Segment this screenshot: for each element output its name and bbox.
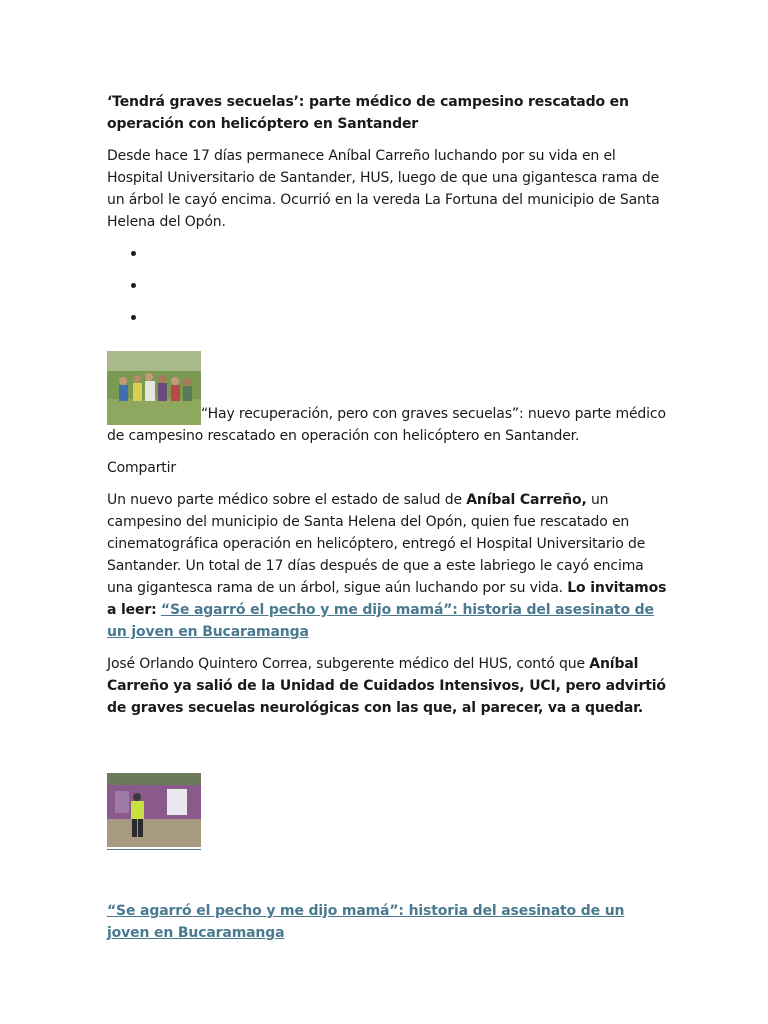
share-button[interactable]: Compartir (107, 460, 176, 476)
spacer (107, 850, 667, 900)
police-officer-photo (107, 773, 201, 847)
bullet-item (107, 275, 667, 307)
rescue-group-photo[interactable] (107, 351, 201, 425)
spacer (107, 729, 667, 773)
photo-with-caption (107, 351, 667, 447)
article-lead: Desde hace 17 días permanece Aníbal Carreño luchando por su vida en el Hospital Universitario de Santander, HUS, luego de que una gigantesca rama de un árbol le cayó encima. Ocurrió en la vereda La Fortuna del municipio de Santa Helena del Opón. (107, 148, 660, 230)
bullet-item (107, 243, 667, 275)
para3-bold: Aníbal Carreño ya salió de la Unidad de Cuidados Intensivos, UCI, pero advirtió de graves secuelas neurológicas con las que, al parecer, va a quedar. (107, 656, 666, 716)
bullet-item (107, 307, 667, 339)
read-also-label: Lo invitamos a leer: (107, 580, 667, 618)
related-article-link-inline[interactable]: “Se agarró el pecho y me dijo mamá”: historia del asesinato de un joven en Bucaramanga (107, 602, 654, 640)
para3-text-1: José Orlando Quintero Correa, subgerente médico del HUS, contó que (107, 656, 590, 672)
para2-text-2: un campesino del municipio de Santa Helena del Opón, quien fue rescatado en cinematográfica operación en helicóptero, entregó el Hospital Universitario de Santander. Un total de 17 días después de que a este labriego le cayó encima una gigantesca rama de un árbol, sigue aún luchando por su vida. (107, 492, 646, 596)
article-paragraph-2 (107, 489, 667, 643)
rescue-group-photo-image (107, 351, 201, 425)
empty-bullet-list (107, 243, 667, 341)
related-article-link[interactable]: “Se agarró el pecho y me dijo mamá”: historia del asesinato de un joven en Bucaramanga (107, 903, 625, 941)
para2-text-1: Un nuevo parte médico sobre el estado de salud de (107, 492, 467, 508)
photo-caption: “Hay recuperación, pero con graves secuelas”: nuevo parte médico de campesino rescatado en operación con helicóptero en Santander. (107, 406, 666, 444)
related-article-thumbnail[interactable] (107, 773, 201, 850)
related-article-title (107, 900, 667, 944)
article-paragraph-3 (107, 653, 667, 719)
article-body (107, 91, 667, 944)
para2-name: Aníbal Carreño, (466, 492, 587, 508)
article-title: ‘Tendrá graves secuelas’: parte médico de campesino rescatado en operación con helicóptero en Santander (107, 94, 629, 132)
